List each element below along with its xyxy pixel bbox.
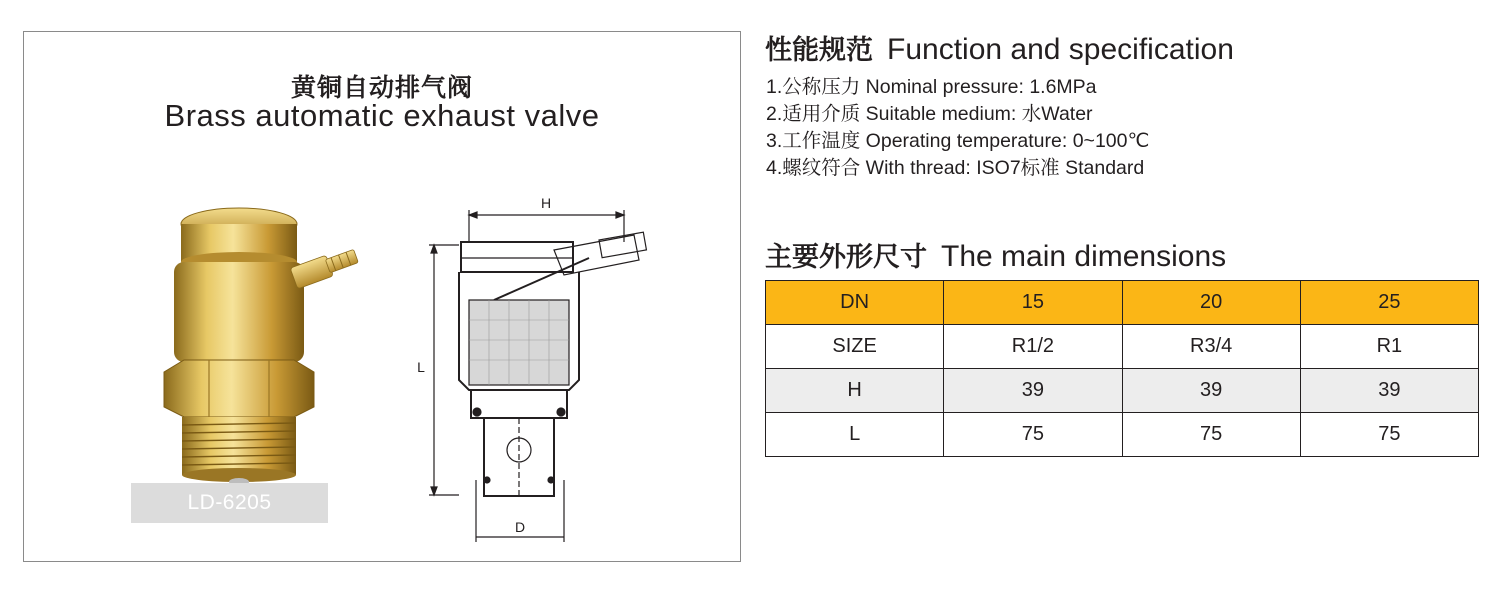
spec-item-temperature: 3.工作温度 Operating temperature: 0~100℃ bbox=[766, 130, 1150, 152]
table-row-size bbox=[766, 325, 1479, 369]
table-cell: 15 bbox=[944, 281, 1122, 325]
table-cell: 20 bbox=[1122, 281, 1300, 325]
table-cell: R3/4 bbox=[1122, 325, 1300, 369]
table-cell: 75 bbox=[944, 413, 1122, 457]
spec-list bbox=[766, 74, 1149, 182]
table-cell: R1 bbox=[1300, 325, 1478, 369]
dimensions-heading-cn: 主要外形尺寸 bbox=[765, 242, 927, 273]
table-cell: 39 bbox=[944, 369, 1122, 413]
table-row-l bbox=[766, 413, 1479, 457]
table-row-dn bbox=[766, 281, 1479, 325]
spec-heading-en: Function and specification bbox=[887, 33, 1234, 66]
spec-item-medium: 2.适用介质 Suitable medium: 水Water bbox=[766, 103, 1093, 125]
product-title-en: Brass automatic exhaust valve bbox=[164, 98, 600, 133]
table-cell: 75 bbox=[1300, 413, 1478, 457]
dimensions-table bbox=[765, 280, 1479, 457]
model-badge: LD-6205 bbox=[131, 483, 328, 523]
spec-heading-cn: 性能规范 bbox=[765, 35, 873, 66]
dimension-label-h: H bbox=[540, 195, 552, 211]
table-cell: L bbox=[766, 413, 944, 457]
valve-photo bbox=[154, 202, 384, 502]
table-cell: 75 bbox=[1122, 413, 1300, 457]
spec-item-pressure: 1.公称压力 Nominal pressure: 1.6MPa bbox=[766, 76, 1097, 98]
table-cell: R1/2 bbox=[944, 325, 1122, 369]
table-cell: 25 bbox=[1300, 281, 1478, 325]
product-title-cn: 黄铜自动排气阀 bbox=[290, 73, 473, 102]
table-cell: DN bbox=[766, 281, 944, 325]
spec-item-thread: 4.螺纹符合 With thread: ISO7标准 Standard bbox=[766, 157, 1145, 179]
product-panel bbox=[23, 31, 741, 562]
table-cell: H bbox=[766, 369, 944, 413]
table-cell: SIZE bbox=[766, 325, 944, 369]
dimensions-heading-en: The main dimensions bbox=[941, 240, 1227, 273]
table-row-h bbox=[766, 369, 1479, 413]
valve-section-drawing bbox=[399, 180, 659, 535]
dimension-label-l: L bbox=[417, 359, 425, 375]
table-cell: 39 bbox=[1122, 369, 1300, 413]
dimensions-heading bbox=[765, 235, 1226, 274]
dimension-label-d: D bbox=[514, 519, 526, 535]
spec-heading bbox=[765, 28, 1234, 67]
table-cell: 39 bbox=[1300, 369, 1478, 413]
